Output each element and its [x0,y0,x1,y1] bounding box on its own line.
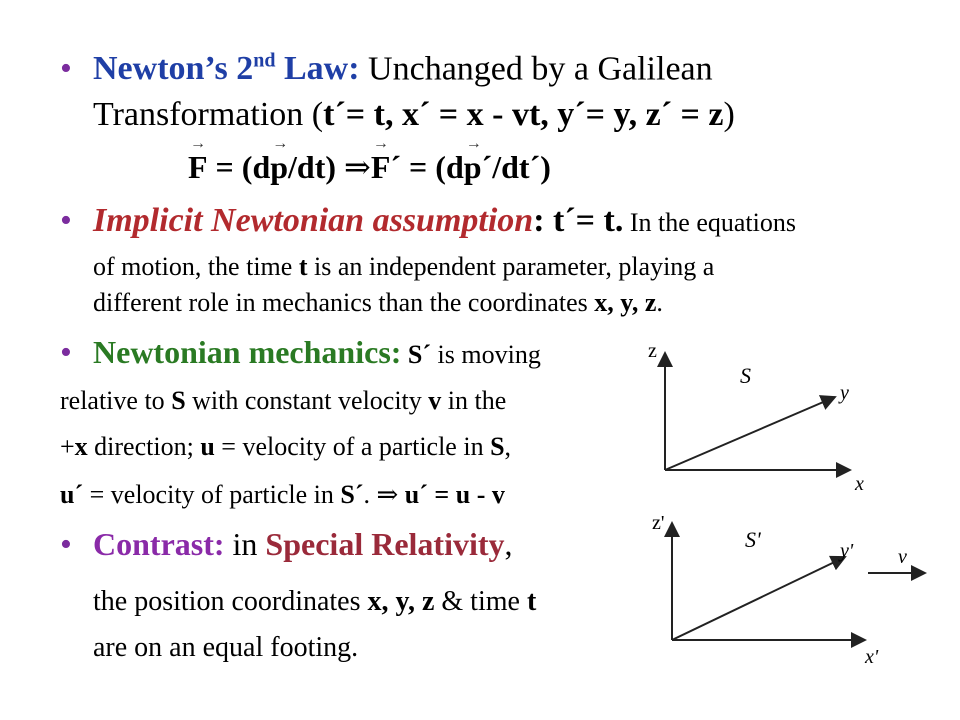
galilean-equations: t´= t, x´ = x - vt, y´= y, z´ = z [323,96,724,133]
x-label: x [855,473,864,495]
s-prime-label: S' [745,527,761,552]
bullet-2-line-2: of motion, the time t is an independent parameter, playing a [93,252,715,281]
implicit-assumption-heading: Implicit Newtonian assumption [93,202,534,239]
y-prime-axis [672,557,845,640]
bullet-3-line-4: u´ = velocity of particle in S´. ⇒ u´ = u - v [60,480,505,509]
bullet-2-line-3: different role in mechanics than the coordinates x, y, z. [93,288,663,317]
bullet-3-line-1: Newtonian mechanics: S´ is moving [93,334,541,370]
y-prime-label: y' [840,540,854,562]
bullet-2-line-1: Implicit Newtonian assumption: t´= t. In the equations [93,202,796,239]
contrast-heading: Contrast: [93,526,225,562]
frame-s-prime-diagram [640,505,940,675]
newton-law-heading: Newton’s 2nd Law: [93,50,360,88]
y-axis [665,397,835,470]
bullet-1-line-2: Transformation (t´= t, x´ = x - vt, y´= y, z´ = z) [93,96,735,133]
bullet-4-marker: • [60,526,72,563]
force-equation: → F = (d → p/dt) ⇒ → F´ = (d → p´/dt´) [188,135,551,185]
bullet-4-line-2: the position coordinates x, y, z & time t [93,586,537,617]
bullet-2-marker: • [60,202,72,239]
special-relativity-text: Special Relativity [265,526,505,562]
y-label: y [840,382,849,404]
x-prime-label: x' [865,646,879,668]
z-label: z [648,340,657,362]
bullet-3-marker: • [60,334,72,371]
bullet-1-line-1 [93,50,713,88]
v-label: v [898,546,907,568]
s-label: S [740,363,751,388]
bullet-4-line-1: Contrast: in Special Relativity, [93,526,513,562]
frame-s-diagram [640,335,890,505]
galilean-text: Unchanged by a Galilean [359,50,713,88]
bullet-1-marker: • [60,50,72,87]
z-prime-label: z' [652,512,665,534]
bullet-4-line-3: are on an equal footing. [93,632,359,663]
bullet-3-line-3: +x direction; u = velocity of a particle in S, [60,432,512,461]
newtonian-mechanics-heading: Newtonian mechanics: [93,334,402,370]
bullet-3-line-2: relative to S with constant velocity v in the [60,386,507,415]
